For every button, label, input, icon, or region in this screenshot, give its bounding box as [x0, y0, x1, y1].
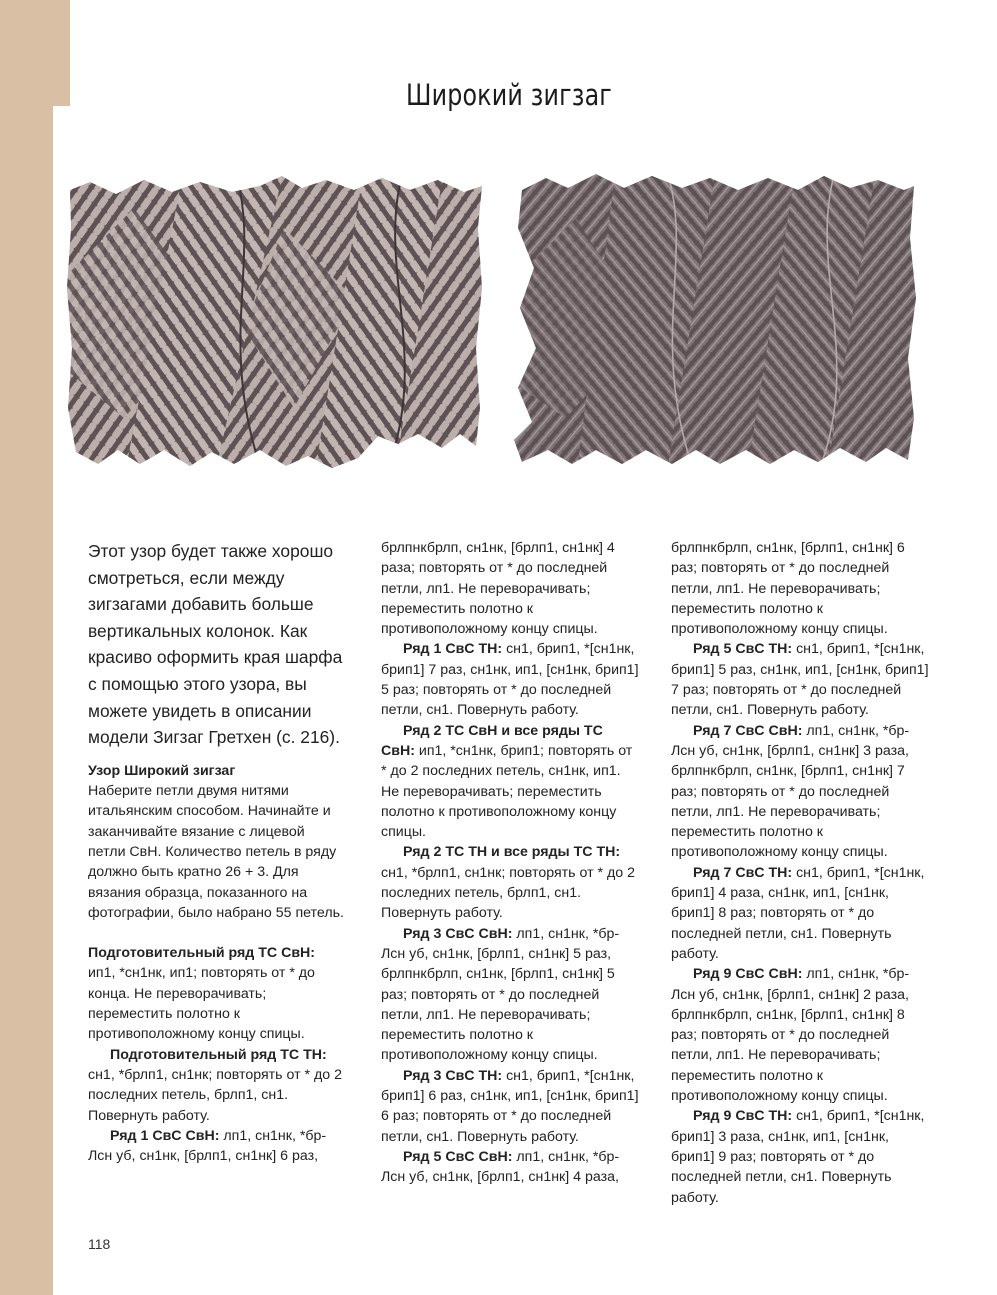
- row-2-ws-dc-heading: Ряд 2 ТС ТН и все ряды ТС ТН:: [403, 844, 621, 861]
- page-number: 118: [88, 1236, 111, 1252]
- row-1-rs-dc-heading: Ряд 1 СвС ТН:: [403, 641, 503, 658]
- row-1-rs-ln: [88, 1126, 346, 1167]
- row-1-rs-dc-text: сн1, брип1, *[сн1нк, брип1] 7 раз, сн1нк, ип1, [сн1нк, брип1] 5 раз; повторять от * до последней петли, сн1. Повернуть работу.: [381, 641, 639, 719]
- row-5-rs-dc: [671, 639, 929, 720]
- row-2-ws-ln-heading: Ряд 2 ТС СвН и все ряды ТС СвН:: [381, 722, 603, 759]
- row-1-continuation: брлпнкбрлп, сн1нк, [брлп1, сн1нк] 4 раза; повторять от * до последней петли, лп1. Не переворачивать; переместить полотно к противоположному концу спицы.: [381, 540, 615, 638]
- row-5-continuation: брлпнкбрлп, сн1нк, [брлп1, сн1нк] 6 раз; повторять от * до последней петли, лп1. Не переворачивать; переместить полотно к противоположному концу спицы.: [671, 540, 905, 638]
- prep-row-2-text: сн1, *брлп1, сн1нк; повторять от * до 2 последних петель, брлп1, сн1. Повернуть работу.: [88, 1066, 342, 1124]
- text-column-2: [381, 538, 639, 1188]
- text-column-1: [88, 538, 346, 1166]
- row-3-rs-dc: [381, 1066, 639, 1147]
- row-1-rs-ln-text: лп1, сн1нк, *бр-Лсн уб, сн1нк, [брлп1, сн1нк] 6 раз,: [88, 1127, 327, 1165]
- row-3-rs-ln-text: лп1, сн1нк, *бр-Лсн уб, сн1нк, [брлп1, сн1нк] 5 раз, брлпнкбрлп, сн1нк, [брлп1, сн1нк] 5 раз; повторять от * до последней петли, лп1. Не переворачивать; переместить полотно к противоположному концу спицы.: [381, 925, 620, 1064]
- row-9-rs-ln: [671, 964, 929, 1106]
- row-1-rs-dc: [381, 639, 639, 720]
- prep-row-2: [88, 1045, 346, 1126]
- page-title: Широкий зигзаг: [406, 78, 612, 112]
- row-3-rs-ln-heading: Ряд 3 СвС СвН:: [403, 925, 513, 942]
- row-5-rs-ln-heading: Ряд 5 СвС СвН:: [403, 1148, 513, 1165]
- intro-lead-paragraph: Этот узор будет также хорошо смотреться, если между зигзагами добавить больше вертикальных колонок. Как красиво оформить края шарфа с помощью этого узора, вы можете увидеть в описании модели Зигзаг Гретхен (с. 216).: [88, 541, 343, 748]
- prep-row-1-heading: Подготовительный ряд ТС СвН:: [88, 945, 316, 962]
- cast-on-instructions: Наберите петли двумя нитями итальянским способом. Начинайте и заканчивайте вязание с лицевой петли СвН. Количество петель в ряду должно быть кратно 26 + 3. Для вязания образца, показанного на фотографии, было набрано 55 петель.: [88, 783, 344, 921]
- row-7-rs-ln-heading: Ряд 7 СвС СвН:: [693, 722, 803, 739]
- row-2-ws-dc-text: сн1, *брлп1, сн1нк; повторять от * до 2 последних петель, брлп1, сн1. Повернуть работу.: [381, 864, 635, 922]
- swatch-dark-illustration: [506, 168, 922, 478]
- row-3-rs-dc-heading: Ряд 3 СвС ТН:: [403, 1067, 503, 1084]
- row-5-rs-ln-text: лп1, сн1нк, *бр-Лсн уб, сн1нк, [брлп1, сн1нк] 4 раза,: [381, 1148, 620, 1186]
- sidebar-accent-top: [0, 0, 70, 106]
- row-2-ws-ln: [381, 721, 639, 843]
- swatch-photo-dark: [506, 168, 922, 478]
- pattern-heading: Узор Широкий зигзаг: [88, 762, 236, 779]
- row-2-ws-ln-text: ип1, *сн1нк, брип1; повторять от * до 2 последних петель, сн1нк, ип1. Не переворачивать; переместить полотно к противоположному концу спицы.: [381, 742, 633, 841]
- row-7-rs-dc-heading: Ряд 7 СвС ТН:: [693, 864, 793, 881]
- row-5-rs-dc-text: сн1, брип1, *[сн1нк, брип1] 5 раз, сн1нк, ип1, [сн1нк, брип1] 7 раз; повторять от * до последней петли, сн1. Повернуть работу.: [671, 641, 929, 719]
- row-7-rs-dc-text: сн1, брип1, *[сн1нк, брип1] 4 раза, сн1нк, ип1, [сн1нк, брип1] 8 раз; повторять от * до последней петли, сн1. Повернуть работу.: [671, 864, 925, 962]
- row-9-rs-dc-text: сн1, брип1, *[сн1нк, брип1] 3 раза, сн1нк, ип1, [сн1нк, брип1] 9 раз; повторять от * до последней петли, сн1. Повернуть работу.: [671, 1108, 925, 1206]
- prep-row-1-text: ип1, *сн1нк, ип1; повторять от * до конца. Не переворачивать; переместить полотно к противоположному концу спицы.: [88, 965, 315, 1043]
- row-1-rs-ln-heading: Ряд 1 СвС СвН:: [110, 1127, 220, 1144]
- row-5-rs-ln: [381, 1147, 639, 1188]
- row-7-rs-dc: [671, 863, 929, 964]
- text-column-3: [671, 538, 929, 1208]
- prep-row-2-heading: Подготовительный ряд ТС ТН:: [110, 1046, 327, 1063]
- swatch-photo-light: [64, 168, 492, 478]
- row-3-rs-dc-text: сн1, брип1, *[сн1нк, брип1] 6 раз, сн1нк, ип1, [сн1нк, брип1] 6 раз; повторять от * до последней петли, сн1. Повернуть работу.: [381, 1067, 639, 1145]
- row-7-rs-ln: [671, 721, 929, 863]
- row-9-rs-ln-heading: Ряд 9 СвС СвН:: [693, 966, 803, 983]
- row-9-rs-dc: [671, 1106, 929, 1207]
- row-9-rs-dc-heading: Ряд 9 СвС ТН:: [693, 1108, 793, 1125]
- row-3-rs-ln: [381, 924, 639, 1066]
- row-9-rs-ln-text: лп1, сн1нк, *бр-Лсн уб, сн1нк, [брлп1, сн1нк] 2 раза, брлпнкбрлп, сн1нк, [брлп1, сн1нк] 8 раз; повторять от * до последней петли, лп1. Не переворачивать; переместить полотно к противоположному концу спицы.: [671, 966, 910, 1105]
- row-7-rs-ln-text: лп1, сн1нк, *бр-Лсн уб, сн1нк, [брлп1, сн1нк] 3 раза, брлпнкбрлп, сн1нк, [брлп1, сн1нк] 7 раз; повторять от * до последней петли, лп1. Не переворачивать; переместить полотно к противоположному концу спицы.: [671, 722, 910, 861]
- prep-row-1: [88, 943, 346, 1044]
- row-2-ws-dc: [381, 842, 639, 923]
- sidebar-accent: [0, 106, 53, 1295]
- swatch-light-illustration: [64, 168, 492, 478]
- row-5-rs-dc-heading: Ряд 5 СвС ТН:: [693, 641, 793, 658]
